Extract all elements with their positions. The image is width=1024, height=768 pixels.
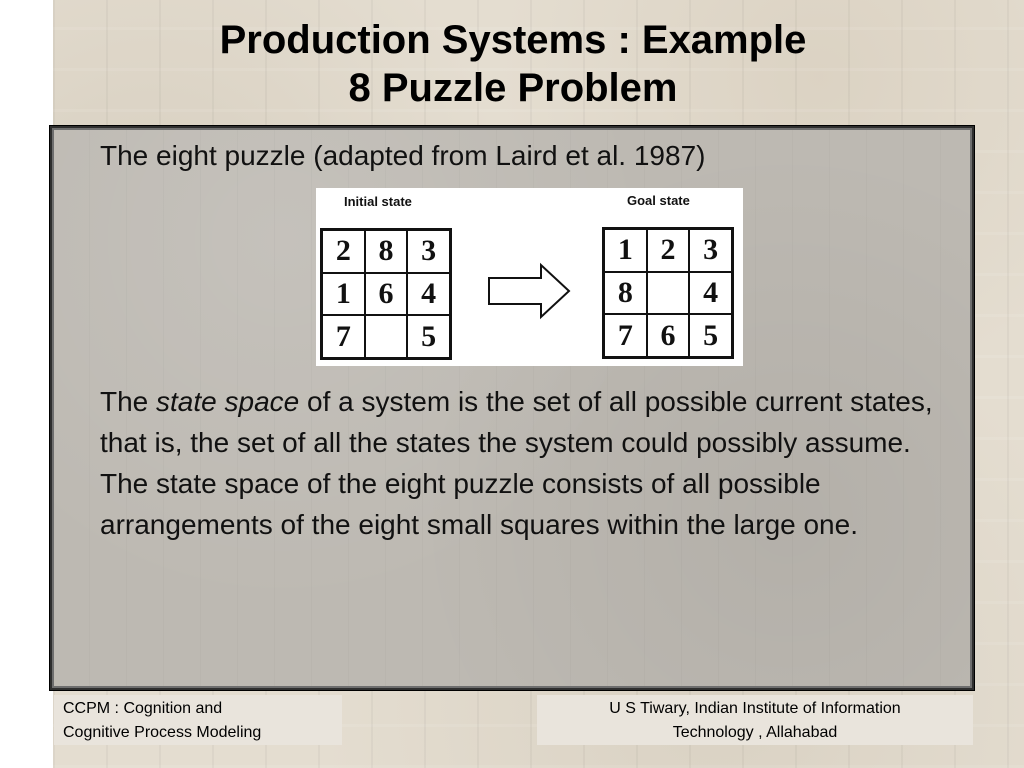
initial-tile-1: 2	[322, 230, 365, 273]
footer-right-line-1: U S Tiwary, Indian Institute of Information	[609, 700, 901, 717]
goal-state-label: Goal state	[627, 193, 690, 208]
goal-tile-1: 1	[604, 229, 647, 272]
goal-tile-3: 3	[689, 229, 732, 272]
state-space-term: state space	[156, 386, 300, 417]
goal-tile-8: 6	[647, 314, 690, 357]
slide-title	[53, 16, 973, 112]
goal-tile-2: 2	[647, 229, 690, 272]
initial-tile-2: 8	[365, 230, 408, 273]
initial-tile-3: 3	[407, 230, 450, 273]
goal-tile-6: 4	[689, 272, 732, 315]
content-panel	[50, 126, 974, 690]
goal-tile-5	[647, 272, 690, 315]
footer-right-line-2: Technology , Allahabad	[672, 724, 838, 741]
footer-author	[537, 695, 973, 745]
initial-tile-5: 6	[365, 273, 408, 316]
state-space-paragraph	[100, 381, 958, 545]
footer-left-line-2: Cognitive Process Modeling	[63, 724, 262, 741]
right-arrow-icon	[486, 262, 572, 320]
paragraph-prefix: The	[100, 386, 157, 417]
eight-puzzle-figure	[316, 188, 743, 366]
initial-tile-4: 1	[322, 273, 365, 316]
goal-tile-9: 5	[689, 314, 732, 357]
initial-tile-8	[365, 315, 408, 358]
goal-tile-4: 8	[604, 272, 647, 315]
footer-left-line-1: CCPM : Cognition and	[63, 700, 223, 717]
goal-tile-7: 7	[604, 314, 647, 357]
paragraph-body: of a system is the set of all possible current states, that is, the set of all the states the system could possibly assume. The state space of the eight puzzle consists of all possible arrangements of the eight small squares within the large one.	[100, 386, 933, 540]
title-line-1: Production Systems : Example	[219, 18, 807, 62]
goal-state-grid	[602, 227, 734, 359]
title-line-2: 8 Puzzle Problem	[348, 66, 678, 110]
left-white-margin	[0, 0, 53, 768]
initial-tile-6: 4	[407, 273, 450, 316]
footer-course-title	[54, 695, 342, 745]
initial-state-label: Initial state	[344, 194, 412, 209]
intro-text: The eight puzzle (adapted from Laird et al. 1987)	[100, 140, 706, 171]
initial-tile-9: 5	[407, 315, 450, 358]
initial-tile-7: 7	[322, 315, 365, 358]
initial-state-grid	[320, 228, 452, 360]
